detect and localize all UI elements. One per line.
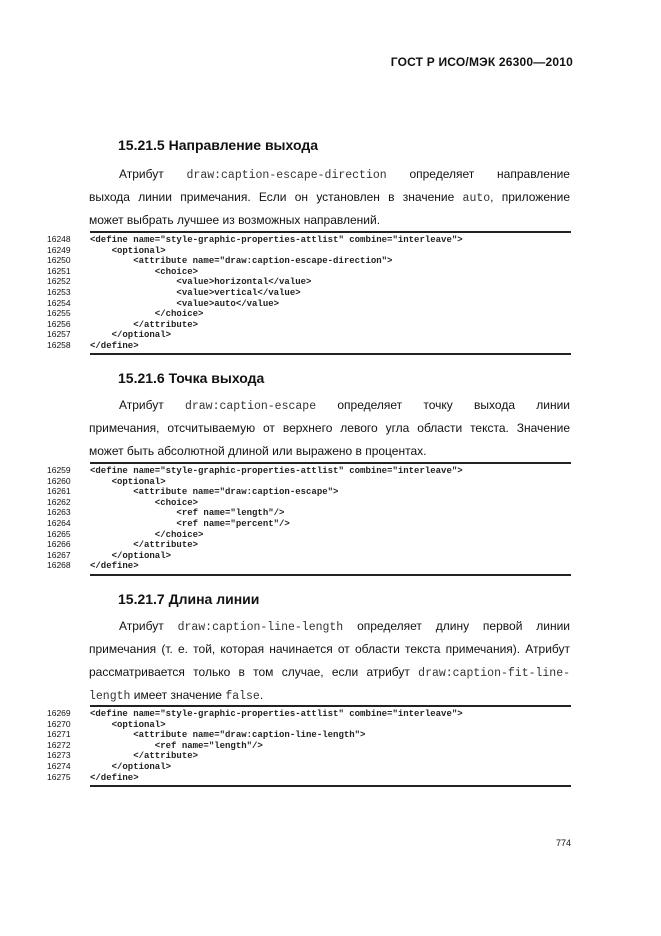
code-text: </optional>	[90, 330, 172, 341]
code-text: </optional>	[90, 550, 172, 561]
line-number: 16250	[47, 255, 71, 266]
line-number: 16273	[47, 750, 71, 761]
code-text: </attribute>	[90, 540, 199, 551]
line-number: 16258	[47, 340, 71, 350]
standard-header: ГОСТ Р ИСО/МЭК 26300—2010	[390, 55, 573, 69]
code-line	[47, 518, 290, 529]
line-number: 16263	[47, 507, 71, 518]
section-heading-15-21-7: 15.21.7 Длина линии	[118, 591, 260, 607]
code-line	[47, 529, 203, 540]
code-line	[47, 329, 171, 340]
line-number: 16255	[47, 308, 71, 319]
code-text: <attribute name="draw:caption-escape">	[90, 487, 339, 498]
section-paragraph	[89, 394, 570, 463]
line-number: 16259	[47, 465, 71, 475]
section-paragraph	[89, 615, 570, 707]
code-text: </optional>	[90, 762, 172, 772]
line-number: 16253	[47, 287, 71, 297]
code-line	[47, 266, 198, 277]
code-line	[47, 245, 166, 256]
paragraph-line: примечания (т. е. той, которая начинается от области текста примечания). Атрибут	[89, 642, 570, 656]
code-text: <choice>	[90, 497, 199, 508]
listing-top-rule	[90, 705, 571, 707]
code-line	[47, 497, 198, 508]
line-number: 16254	[47, 297, 71, 308]
page-number: 774	[555, 838, 571, 848]
paragraph-line: Атрибут draw:caption-escape определяет точку выхода линии	[119, 398, 570, 413]
line-number: 16257	[47, 329, 71, 340]
code-line	[47, 476, 166, 487]
code-text: </define>	[90, 561, 139, 572]
line-number: 16256	[47, 318, 71, 329]
line-number: 16270	[47, 718, 71, 729]
code-line	[47, 740, 263, 751]
paragraph-line: может быть абсолютной длиной или выражено в процентах.	[89, 444, 427, 458]
code-line	[47, 550, 171, 561]
code-text: </choice>	[90, 529, 204, 540]
listing-bottom-rule	[90, 353, 571, 355]
line-number: 16275	[47, 771, 71, 782]
paragraph-line: Атрибут draw:caption-line-length определяет длину первой линии	[119, 619, 570, 634]
code-text: <optional>	[90, 245, 166, 256]
code-text: <define name="style-graphic-properties-attlist" combine="interleave">	[90, 235, 463, 245]
section-paragraph	[89, 163, 570, 232]
line-number: 16267	[47, 549, 71, 560]
code-text: <value>auto</value>	[90, 298, 280, 309]
code-line	[47, 539, 198, 550]
section-heading-15-21-5: 15.21.5 Направление выхода	[118, 137, 318, 153]
listing-bottom-rule	[90, 785, 571, 787]
line-number: 16261	[47, 486, 71, 497]
code-line	[47, 560, 139, 571]
listing-bottom-rule	[90, 574, 571, 576]
code-line	[47, 465, 463, 476]
code-line	[47, 719, 166, 730]
line-number: 16248	[47, 234, 71, 244]
attribute-code: draw:caption-escape	[184, 400, 317, 413]
attribute-code: draw:caption-line-length	[177, 621, 344, 634]
code-line	[47, 298, 279, 309]
code-text: <value>vertical</value>	[90, 288, 301, 298]
line-number: 16265	[47, 528, 71, 539]
code-text: <ref name="percent"/>	[90, 519, 290, 529]
code-line	[47, 761, 171, 772]
code-text: <attribute name="draw:caption-escape-direction">	[90, 256, 393, 267]
line-number: 16260	[47, 475, 71, 486]
code-line	[47, 308, 203, 319]
code-text: <define name="style-graphic-properties-attlist" combine="interleave">	[90, 466, 463, 476]
paragraph-line: примечания, отсчитываемую от верхнего левого угла области текста. Значение	[89, 421, 570, 435]
value-code: false	[225, 690, 260, 703]
code-text: </attribute>	[90, 319, 199, 330]
code-text: </attribute>	[90, 751, 199, 762]
line-number: 16269	[47, 708, 71, 718]
line-number: 16268	[47, 560, 71, 571]
code-line	[47, 708, 463, 719]
code-line	[47, 276, 311, 287]
attribute-code: draw:caption-fit-line-	[418, 667, 570, 680]
code-text: <value>horizontal</value>	[90, 277, 312, 288]
code-line	[47, 750, 198, 761]
listing-top-rule	[90, 231, 571, 233]
code-line	[47, 507, 284, 518]
line-number: 16249	[47, 244, 71, 255]
attribute-code: draw:caption-escape-direction	[186, 169, 387, 182]
code-line	[47, 255, 392, 266]
code-text: <choice>	[90, 266, 199, 277]
section-heading-15-21-6: 15.21.6 Точка выхода	[118, 370, 265, 386]
code-text: <ref name="length"/>	[90, 508, 285, 519]
value-code: auto	[462, 192, 491, 205]
paragraph-line: выхода линии примечания. Если он установлен в значение auto, приложение	[89, 190, 570, 205]
code-line	[47, 287, 301, 298]
code-text: </choice>	[90, 309, 204, 320]
code-line	[47, 729, 365, 740]
code-line	[47, 234, 463, 245]
line-number: 16266	[47, 539, 71, 550]
line-number: 16251	[47, 265, 71, 276]
line-number: 16252	[47, 276, 71, 287]
code-line	[47, 319, 198, 330]
code-text: </define>	[90, 772, 139, 783]
paragraph-line: может выбрать лучшее из возможных направлений.	[89, 213, 381, 227]
line-number: 16262	[47, 496, 71, 507]
code-line	[47, 486, 338, 497]
line-number: 16264	[47, 518, 71, 528]
code-text: <optional>	[90, 476, 166, 487]
paragraph-line: рассматривается только в том случае, если атрибут draw:caption-fit-line-	[89, 665, 570, 680]
code-text: </define>	[90, 341, 139, 351]
listing-top-rule	[90, 462, 571, 464]
code-line	[47, 772, 139, 783]
attribute-code: length	[89, 690, 131, 703]
line-number: 16271	[47, 729, 71, 740]
code-text: <optional>	[90, 719, 166, 730]
paragraph-line: Атрибут draw:caption-escape-direction определяет направление	[119, 167, 570, 182]
code-text: <attribute name="draw:caption-line-length">	[90, 730, 366, 741]
code-text: <ref name="length"/>	[90, 740, 263, 751]
line-number: 16272	[47, 739, 71, 750]
code-text: <define name="style-graphic-properties-attlist" combine="interleave">	[90, 709, 463, 719]
paragraph-line: length имеет значение false.	[89, 688, 264, 703]
code-line	[47, 340, 139, 351]
line-number: 16274	[47, 761, 71, 771]
